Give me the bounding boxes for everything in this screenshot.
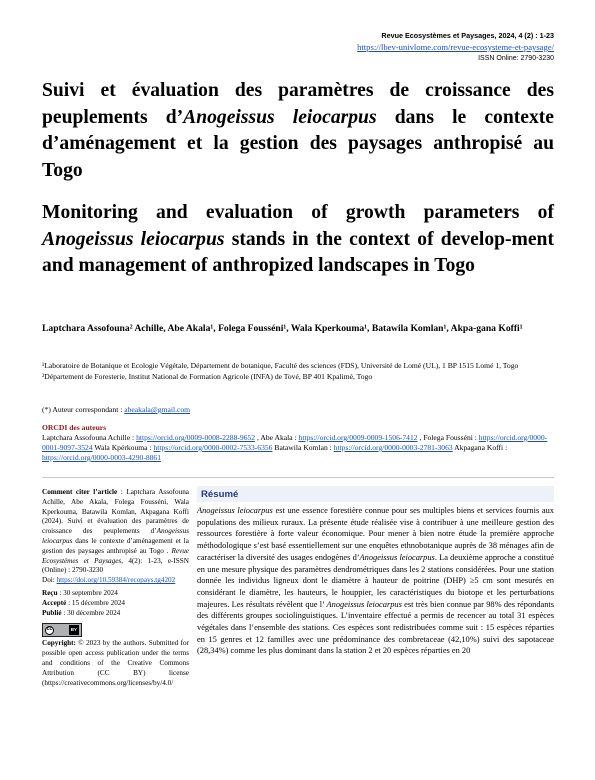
- affiliations: [42, 360, 554, 382]
- journal-url-link[interactable]: https://lbev-univlome.com/revue-ecosysteme-et-paysage/: [357, 42, 554, 52]
- date-value: : 30 septembre 2024: [57, 588, 118, 597]
- orcid-heading: ORCDI des auteurs: [42, 423, 107, 432]
- resume-heading-bar: [197, 486, 554, 502]
- journal-reference: Revue Ecosystèmes et Paysages, 2024, 4 (2) : 1-23: [381, 31, 554, 40]
- resume-species: Anogeissus leiocarpus: [359, 552, 435, 562]
- corresponding-author: [42, 405, 190, 414]
- cc-by-license-icon[interactable]: [42, 623, 82, 637]
- orcid-link[interactable]: https://orcid.org/0000-0001-9097-3524: [42, 433, 548, 452]
- citation-text: : Laptchara Assofouna Achille, Abe Akala, Folega Fousséni, Wala Kperkouma, Batawila Komlan, Akpagana Koffi (2024). Suivi et évaluation des paramètres de croissance des peuplements d’: [42, 488, 189, 536]
- copyright-notice: [42, 639, 189, 688]
- title-en-part1: Monitoring and evaluation of growth parameters of: [42, 202, 554, 223]
- resume-species: Anogeissus leiocarpus: [197, 506, 273, 515]
- corresponding-label: (*) Auteur correspondant :: [42, 405, 125, 414]
- resume-text-1: est une essence forestière connue pour ses multiples biens et services fournis aux populations des milieux ruraux. La présente étude réalisée vise à contribuer à une meilleure gestion des ressources forestière à forte valeur économique. Pour mener à bien notre étude la première approche méthodologique s’est basé essentiellement sur une enquêtes ethnobotanique auprès de 38 ménages afin de caractériser la diversité des usages endogènes d’: [197, 506, 554, 562]
- orcid-list: [42, 433, 554, 463]
- orcid-name: Laptchara Assofouna Achille :: [42, 433, 137, 442]
- orcid-link[interactable]: https://orcid.org/0000-0002-7533-6356: [153, 443, 273, 452]
- journal-header: [357, 30, 554, 64]
- date-received: [42, 589, 189, 599]
- title-fr-part2: dans le contexte d’aménagement et la gestion des paysages anthropisé au Togo: [42, 106, 554, 181]
- article-title-english: [42, 200, 554, 280]
- affiliation-2: ²Département de Foresterie, Institut National de Formation Agricole (INFA) de Tové, BP 401 Kpalimé, Togo: [42, 372, 373, 381]
- title-fr-species: Anogeissus leiocarpus: [183, 106, 377, 128]
- resume-species: Anogeissus leiocarpus: [326, 599, 402, 609]
- article-info-sidebar: [42, 488, 189, 688]
- resume-body: [197, 505, 554, 657]
- resume-heading: Résumé: [201, 489, 239, 500]
- date-value: : 30 décembre 2024: [61, 608, 121, 617]
- by-icon: BY: [69, 625, 79, 635]
- doi-label: Doi:: [42, 576, 57, 585]
- cc-icon: cc: [45, 626, 54, 635]
- issn-line: ISSN Online: 2790-3230: [478, 55, 554, 62]
- orcid-name: Akpagana Koffi :: [454, 443, 508, 452]
- citation-species: Anogeissus leiocarpus: [42, 527, 189, 545]
- affiliation-1: ¹Laboratoire de Botanique et Ecologie Végétale, Département de botanique, Faculté des sciences (FDS), Université de Lomé (UL), 1 BP 1515 Lomé 1, Togo: [42, 361, 519, 370]
- date-label: Publié: [42, 608, 62, 617]
- orcid-section: [42, 423, 554, 463]
- citation-label: Comment citer l’article: [42, 488, 118, 496]
- date-label: Accepté: [42, 598, 67, 607]
- orcid-separator: ,: [417, 433, 424, 442]
- corresponding-email-link[interactable]: abeakala@gmail.com: [124, 405, 191, 414]
- orcid-name: Abe Akala :: [260, 433, 299, 442]
- orcid-separator: ,: [255, 433, 261, 442]
- copyright-text: © 2023 by the authors. Submitted for possible open access publication under the terms and conditions of the Creative Commons Attribution (CC BY) license (https://creativecommons.org/licenses/by/4.0/: [42, 639, 189, 687]
- citation-text-2: dans le contexte d’aménagement et la gestion des paysages anthropisé au Togo .: [42, 536, 189, 555]
- orcid-link[interactable]: https://orcid.org/0009-0008-2288-9652: [136, 433, 256, 442]
- date-value: : 15 décembre 2024: [66, 598, 126, 607]
- author-list: Laptchara Assofouna² Achille, Abe Akala¹, Folega Fousséni¹, Wala Kperkouma¹, Batawila Komlan¹, Akpa-gana Koffi¹: [42, 323, 523, 334]
- orcid-name: Wala Kpérkouma :: [94, 443, 154, 452]
- copyright-label: Copyright:: [42, 639, 76, 648]
- citation-text-3: , 4(2): 1-23, e-ISSN (Online) : 2790-3230: [42, 556, 189, 575]
- date-accepted: [42, 599, 189, 609]
- date-label: Reçu: [42, 588, 58, 597]
- orcid-name: Folega Fousséni :: [423, 433, 479, 442]
- orcid-link[interactable]: https://orcid.org/0009-0009-1506-7412: [298, 433, 418, 442]
- orcid-link[interactable]: https://orcid.org/0000-0003-2781-3063: [333, 443, 453, 452]
- title-fr-part1: Suivi et évaluation des paramètres de croissance des peuplements d’: [42, 80, 554, 128]
- section-divider: [42, 477, 554, 478]
- article-title-french: [42, 78, 554, 184]
- citation-block: [42, 488, 189, 586]
- orcid-link[interactable]: https://orcid.org/0000-0003-4290-8861: [42, 453, 162, 462]
- date-published: [42, 609, 189, 619]
- resume-text-2: . La deuxième approche a constitué en une mesure physique des paramètres dendrométriques dans les 2 stations considérées. Pour une station donnée les individus ligneux dont le diamètre à hauteur de poitrine (DHP) ≥5 cm sont mesurés en considérant le diamètre, les hauteurs, le houppier, les caractéristiques du biotope et les perturbations majeures. Les résultats révèlent que l’: [197, 552, 554, 609]
- orcid-name: Batawila Komlan :: [274, 443, 334, 452]
- doi-link[interactable]: https://doi.org/10.59384/recopays.tg4202: [56, 576, 176, 585]
- title-en-part2: stands in the context of develop-ment and management of anthropized landscapes in Togo: [42, 228, 554, 276]
- title-en-species: Anogeissus leiocarpus: [42, 228, 225, 250]
- resume-text-3: est très bien connue par 98% des répondants des différents groupes sociolinguistiques. L’inventaire effectué a permis de recencer au total 31 espèces végétales dans l’ensemble des stations. Ces espèces sont redistribuées comme suit : 15 espèces réparties en 15 genres et 12 familles avec une prédominance des combretaceae (42,10%) suivi des sapotaceae (28,34%) comme les plus dominant dans la station 2 et 20 espèces réparties en 20: [197, 599, 554, 656]
- citation-journal: Revue Ecosystèmes et Paysages: [42, 546, 189, 565]
- publication-dates: [42, 589, 189, 618]
